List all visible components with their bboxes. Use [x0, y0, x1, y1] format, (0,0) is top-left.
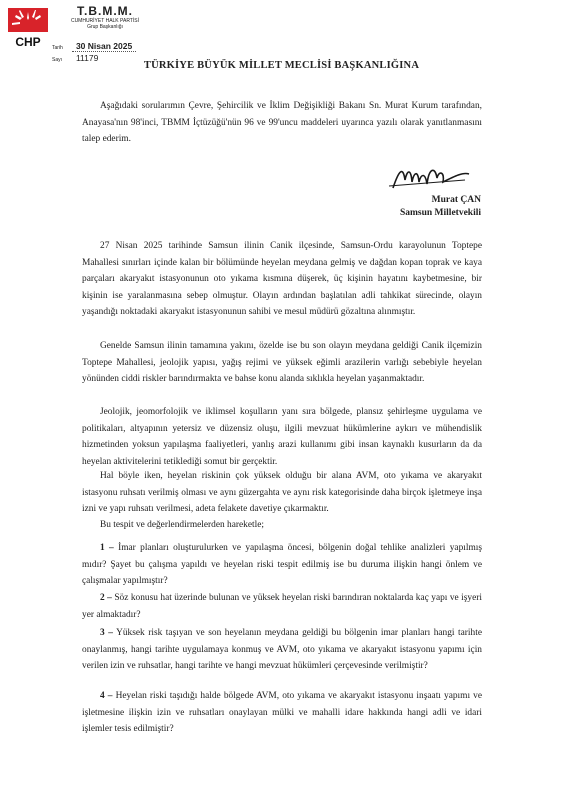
body-paragraph-3: Jeolojik, jeomorfolojik ve iklimsel koşulların yanı sıra bölgede, plansız şehirleşme uygulama ve politikaları, altyapının yetersiz ve düzensiz oluşu, ilgili mevzuat hükümlerine aykırı ve mühendislik hizmetinden yoksun yapılaşma faaliyetleri, yanlış arazi kullanımı gibi insan kaynaklı kusurların da da heyelan aktivitelerini tetiklediği somut bir gerçektir.: [82, 407, 482, 467]
question-text: İmar planları oluşturulurken ve yapılaşma öncesi, bölgenin doğal tehlike analizleri yapılmış mıdır? Şayet bu çalışma yapıldı ve heyelan riski tespit edilmiş ise bu duruma ilişkin hangi önlem ve çalışmalar yapılmıştır?: [82, 543, 483, 587]
org-title: T.B.M.M.: [77, 4, 133, 18]
body-paragraph-1: 27 Nisan 2025 tarihinde Samsun ilinin Canik ilçesinde, Samsun-Ordu karayolunun Toptepe Mahallesi sınırları içinde kalan bir bölümünde heyelan meydana gelmiş ve dağdan kopan toprak ve kaya parçaları akaryakıt istasyonunun oto yıkama kısmına düşerek, üç kişinin hayatını kaybetmesine, bir kişinin ise yaralanmasına sebep olmuştur. Olayın ardından başlatılan adli tahkikat sürecinde, olayın yaşandığı noktadaki akaryakıt istasyonunun sahibi ve mesul müdürü gözaltına alınmıştır.: [82, 241, 482, 318]
date-value: 30 Nisan 2025: [72, 41, 136, 52]
question-number: 4 –: [100, 691, 113, 701]
intro-paragraph: Aşağıdaki sorularımın Çevre, Şehircilik ve İklim Değişikliği Bakanı Sn. Murat Kurum tarafından, Anayasa'nın 98'inci, TBMM İçtüzüğü'nün 96 ve 99'uncu maddeleri uyarınca yazılı olarak yanıtlanmasını talep ederim.: [82, 101, 482, 145]
group-office: Grup Başkanlığı: [87, 24, 123, 30]
question-1: [82, 540, 482, 590]
question-text: Söz konusu hat üzerinde bulunan ve yüksek heyelan riski barındıran noktalarda kaç yapı ve işyeri yer almaktadır?: [82, 593, 482, 620]
question-number: 3 –: [100, 628, 113, 638]
handwritten-signature: [385, 162, 475, 192]
org-block: [60, 4, 150, 30]
party-name: CUMHURİYET HALK PARTİSİ: [70, 18, 140, 24]
question-text: Heyelan riski taşıdığı halde bölgede AVM, oto yıkama ve akaryakıt istasyonu inşaatı yapımı ve işletmesine ilişkin izin ve ruhsatları onaylayan mülki ve mahalli idare hakkında hangi adli ve idari işlemler tesis edilmiştir?: [82, 691, 482, 735]
body-paragraph-2: Genelde Samsun ilinin tamamına yakını, özelde ise bu son olayın meydana geldiği Canik ilçemizin Toptepe Mahallesi, jeolojik yapısı, yağış rejimi ve yüksek eğimli arazilerin varlığı sebebiyle heyelan yönünden ciddi riskler barındırmakta ve bahse konu alanda sıklıkla heyelan yaşanmaktadır.: [82, 341, 482, 385]
question-number: 2 –: [100, 593, 112, 603]
number-label: Sayı: [52, 57, 63, 63]
logo-abbr: CHP: [15, 35, 41, 49]
question-4: [82, 688, 482, 738]
body-paragraph-5: Bu tespit ve değerlendirmelerden hareketle;: [100, 520, 264, 530]
date-label: Tarih: [52, 45, 63, 51]
question-number: 1 –: [100, 543, 114, 553]
document-heading: TÜRKİYE BÜYÜK MİLLET MECLİSİ BAŞKANLIĞINA: [143, 60, 420, 71]
signer-name: Murat ÇAN: [431, 195, 481, 205]
question-3: [82, 625, 482, 675]
number-value: 11179: [75, 53, 99, 63]
date-stamp: [52, 41, 136, 51]
signer-title: Samsun Milletvekili: [399, 208, 481, 218]
chp-logo: [6, 6, 50, 50]
body-paragraph-4: Hal böyle iken, heyelan riskinin çok yüksek olduğu bir alana AVM, oto yıkama ve akaryakıt istasyonu ruhsatı verilmiş olması ve aynı güzergahta ve aynı risk kategorisinde daha birçok işletmeye inşa izni ve yapı ruhsatı verilmesi, adeta felakete davetiye çıkarmaktır.: [82, 471, 482, 515]
signature-block: [400, 194, 481, 220]
question-2: [82, 590, 482, 623]
question-text: Yüksek risk taşıyan ve son heyelanın meydana geldiği bu bölgenin imar planları hangi tarihte onaylanmış, hangi tarihte uygulamaya konmuş ve AVM, oto yıkama ve akaryakıt istasyonu yapımı için verilen izin ve ruhsatlar, hangi tarihte ve hangi mevzuat hükümleri çerçevesinde verilmiştir?: [82, 628, 482, 672]
